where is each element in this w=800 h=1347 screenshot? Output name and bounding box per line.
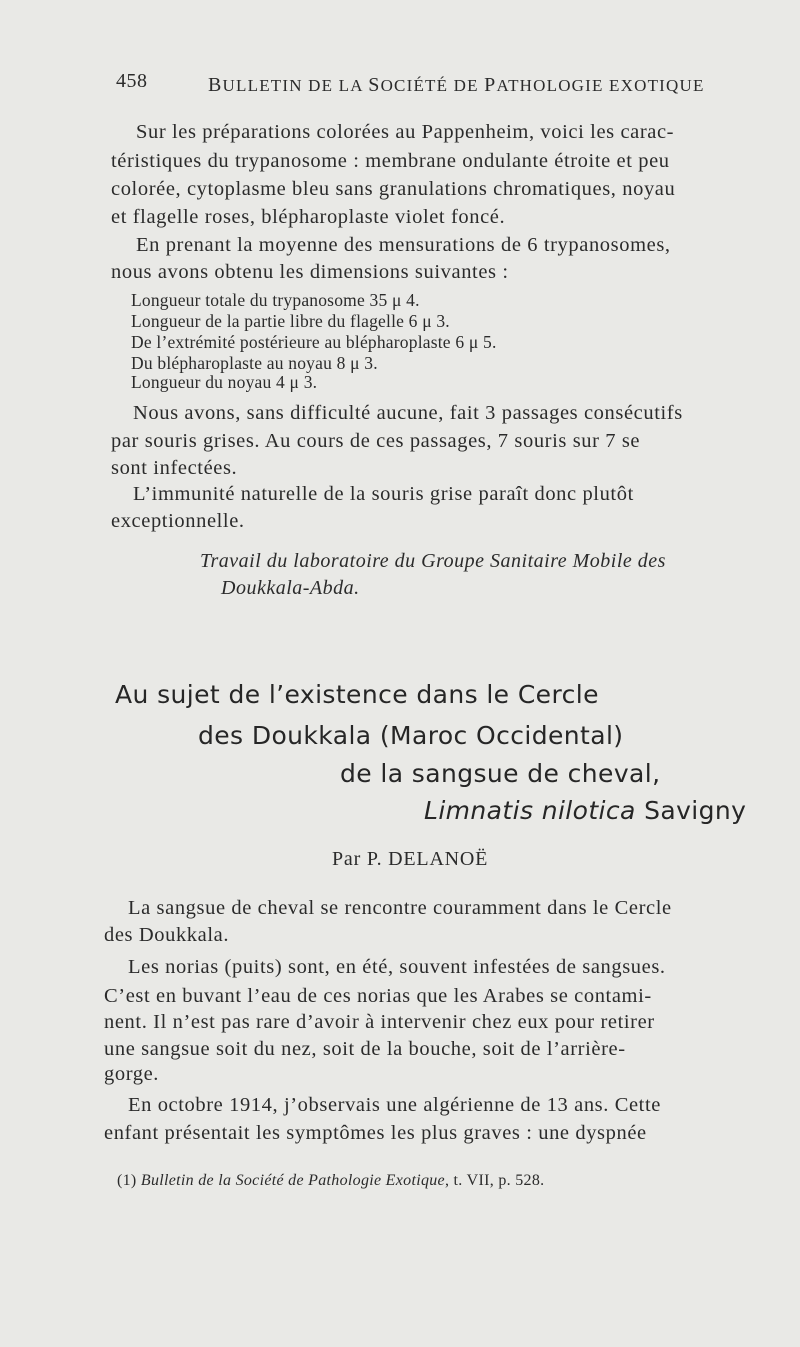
measurement-line: Longueur totale du trypanosome 35 μ 4. (131, 290, 420, 310)
text-line: enfant présentait les symptômes les plus graves : une dyspnée (104, 1122, 647, 1144)
text-line: colorée, cytoplasme bleu sans granulations chromatiques, noyau (111, 178, 676, 200)
running-header-part: OCIÉTÉ DE (380, 76, 485, 95)
text-line: La sangsue de cheval se rencontre couramment dans le Cercle (128, 897, 672, 919)
page-number: 458 (116, 70, 148, 92)
text-line: exceptionnelle. (111, 510, 245, 532)
measurement-line: Du blépharoplaste au noyau 8 μ 3. (131, 353, 378, 373)
text-line: Sur les préparations colorées au Pappenheim, voici les carac- (136, 121, 675, 143)
text-line: nous avons obtenu les dimensions suivantes : (111, 261, 509, 283)
lab-credit-line: Doukkala-Abda. (221, 577, 360, 599)
running-header-part: ULLETIN DE LA (222, 76, 369, 95)
text-line: téristiques du trypanosome : membrane ondulante étroite et peu (111, 150, 670, 172)
text-line: sont infectées. (111, 457, 238, 479)
running-header (208, 74, 705, 97)
running-header-part: P (484, 74, 497, 96)
text-line: une sangsue soit du nez, soit de la bouche, soit de l’arrière- (104, 1038, 626, 1060)
footnote-citation: , t. VII, p. 528. (444, 1172, 545, 1189)
footnote-marker: (1) (117, 1172, 137, 1189)
text-line: par souris grises. Au cours de ces passages, 7 souris sur 7 se (111, 430, 641, 452)
text-line: et flagelle roses, blépharoplaste violet foncé. (111, 206, 506, 228)
text-line: En octobre 1914, j’observais une algérienne de 13 ans. Cette (128, 1094, 661, 1116)
running-header-part: B (208, 74, 223, 96)
title-line: de la sangsue de cheval, (340, 759, 661, 788)
text-line: gorge. (104, 1063, 160, 1085)
running-header-part: S (368, 74, 381, 96)
text-line: C’est en buvant l’eau de ces norias que les Arabes se contami- (104, 985, 652, 1007)
text-line: nent. Il n’est pas rare d’avoir à intervenir chez eux pour retirer (104, 1011, 655, 1033)
text-line: Les norias (puits) sont, en été, souvent infestées de sangsues. (128, 956, 666, 978)
title-line (424, 796, 746, 825)
measurement-line: Longueur du noyau 4 μ 3. (131, 372, 318, 392)
footnote-journal: Bulletin de la Société de Pathologie Exotique (140, 1172, 445, 1189)
title-line: des Doukkala (Maroc Occidental) (198, 721, 624, 750)
species-name: Limnatis nilotica (424, 796, 636, 825)
text-line: En prenant la moyenne des mensurations de 6 trypanosomes, (136, 234, 671, 256)
author-byline: Par P. DELANOË (332, 848, 489, 870)
title-line: Au sujet de l’existence dans le Cercle (115, 680, 599, 709)
measurement-line: De l’extrémité postérieure au blépharoplaste 6 μ 5. (131, 332, 497, 352)
lab-credit-line: Travail du laboratoire du Groupe Sanitaire Mobile des (200, 550, 666, 572)
text-line: des Doukkala. (104, 924, 230, 946)
text-line: L’immunité naturelle de la souris grise paraît donc plutôt (133, 483, 634, 505)
footnote (117, 1172, 544, 1190)
text-line: Nous avons, sans difficulté aucune, fait 3 passages consécutifs (133, 402, 683, 424)
measurement-line: Longueur de la partie libre du flagelle 6 μ 3. (131, 311, 450, 331)
running-header-part: ATHOLOGIE EXOTIQUE (496, 76, 705, 95)
species-author: Savigny (635, 796, 747, 825)
